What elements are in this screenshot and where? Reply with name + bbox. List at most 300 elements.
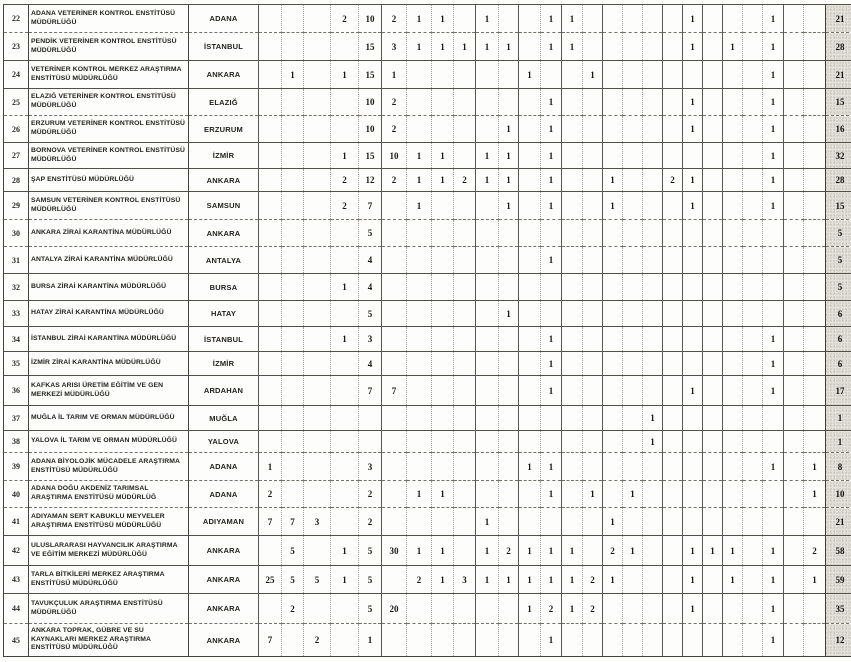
value-cell [663,116,683,143]
value-cell: 1 [331,327,359,352]
table-row [4,453,851,481]
value-cell: 1 [643,406,663,431]
value-cell [763,406,784,431]
value-cell [603,5,623,33]
value-cell [331,33,359,61]
value-cell: 2 [583,566,603,594]
value-cell: 7 [282,508,304,536]
value-cell [562,61,583,89]
value-cell [583,220,603,247]
value-cell [432,431,454,453]
value-cell [562,89,583,116]
value-cell [454,89,476,116]
value-cell [703,352,723,376]
value-cell [407,431,432,453]
value-cell: 1 [541,143,562,169]
value-cell [259,192,282,220]
city-cell: ADANA [189,5,259,33]
value-cell [562,431,583,453]
value-cell: 1 [519,594,541,624]
row-number-cell: 36 [4,376,29,406]
value-cell [407,247,432,274]
total-cell: 1 [826,406,851,431]
value-cell [703,274,723,301]
value-cell [643,376,663,406]
value-cell: 1 [763,143,784,169]
row-number-cell: 42 [4,536,29,566]
value-cell [623,89,643,116]
value-cell: 1 [703,536,723,566]
value-cell [663,566,683,594]
value-cell [723,481,743,508]
value-cell: 15 [359,33,382,61]
value-cell [282,5,304,33]
institution-name-cell: ADANA DOĞU AKDENİZ TARIMSAL ARAŞTIRMA ENSTİTÜSÜ MÜDÜRLÜĞ [29,481,189,508]
value-cell [259,61,282,89]
value-cell [499,481,519,508]
value-cell [331,624,359,657]
value-cell [562,301,583,327]
value-cell [562,192,583,220]
value-cell [562,624,583,657]
value-cell [804,192,826,220]
value-cell [304,301,331,327]
institution-name-cell: BURSA ZİRAİ KARANTİNA MÜDÜRLÜĞÜ [29,274,189,301]
value-cell: 1 [763,376,784,406]
city-cell: ERZURUM [189,116,259,143]
value-cell [703,61,723,89]
value-cell: 2 [331,192,359,220]
value-cell [663,481,683,508]
institution-name-cell: ERZURUM VETERİNER KONTROL ENSTİTÜSÜ MÜDÜRLÜĞÜ [29,116,189,143]
total-cell: 1 [826,431,851,453]
value-cell [603,247,623,274]
value-cell [603,33,623,61]
value-cell [282,33,304,61]
value-cell [623,406,643,431]
value-cell [663,192,683,220]
value-cell [259,301,282,327]
value-cell [407,301,432,327]
table-row [4,274,851,301]
value-cell [623,274,643,301]
value-cell [623,143,643,169]
value-cell [541,61,562,89]
value-cell [259,116,282,143]
value-cell [784,192,804,220]
value-cell [623,453,643,481]
value-cell [476,274,499,301]
row-number-cell: 31 [4,247,29,274]
value-cell: 1 [432,481,454,508]
value-cell [703,116,723,143]
value-cell [519,301,541,327]
value-cell [784,33,804,61]
value-cell [743,566,763,594]
value-cell [623,169,643,192]
value-cell [259,143,282,169]
value-cell [743,508,763,536]
value-cell: 2 [583,594,603,624]
value-cell [583,143,603,169]
value-cell [663,143,683,169]
value-cell [743,594,763,624]
value-cell: 1 [432,5,454,33]
value-cell [259,89,282,116]
value-cell [304,169,331,192]
city-cell: HATAY [189,301,259,327]
value-cell [643,5,663,33]
value-cell: 4 [359,274,382,301]
value-cell [541,274,562,301]
value-cell [476,192,499,220]
institution-name-cell: ULUSLARARASI HAYVANCILIK ARAŞTIRMA VE EĞİTİM MERKEZİ MÜDÜRLÜĞÜ [29,536,189,566]
value-cell: 2 [382,5,407,33]
value-cell [703,594,723,624]
value-cell [763,301,784,327]
value-cell: 1 [432,169,454,192]
value-cell [723,89,743,116]
value-cell [304,481,331,508]
value-cell [804,624,826,657]
institution-name-cell: MUĞLA İL TARIM VE ORMAN MÜDÜRLÜĞÜ [29,406,189,431]
value-cell [259,536,282,566]
value-cell [723,61,743,89]
value-cell: 1 [683,89,703,116]
value-cell [784,89,804,116]
value-cell [562,453,583,481]
value-cell: 1 [683,566,703,594]
value-cell: 10 [359,89,382,116]
value-cell: 5 [359,301,382,327]
value-cell [499,89,519,116]
value-cell [683,143,703,169]
value-cell [432,594,454,624]
value-cell [331,508,359,536]
value-cell: 1 [541,536,562,566]
value-cell [743,192,763,220]
value-cell [583,116,603,143]
value-cell [723,594,743,624]
value-cell [763,508,784,536]
value-cell [703,247,723,274]
value-cell [663,301,683,327]
row-number-cell: 27 [4,143,29,169]
value-cell: 2 [382,89,407,116]
total-cell: 15 [826,89,851,116]
value-cell: 1 [499,301,519,327]
value-cell: 20 [382,594,407,624]
value-cell: 1 [763,536,784,566]
value-cell: 2 [359,508,382,536]
value-cell [454,481,476,508]
value-cell [304,116,331,143]
value-cell [304,192,331,220]
value-cell: 1 [407,5,432,33]
total-cell: 6 [826,352,851,376]
value-cell [703,301,723,327]
value-cell [282,89,304,116]
value-cell [804,89,826,116]
value-cell [703,508,723,536]
table-row [4,352,851,376]
total-cell: 32 [826,143,851,169]
value-cell [562,116,583,143]
value-cell: 1 [683,169,703,192]
value-cell [407,406,432,431]
table-row [4,89,851,116]
value-cell: 1 [331,274,359,301]
value-cell [304,274,331,301]
value-cell [663,5,683,33]
value-cell: 1 [683,376,703,406]
value-cell [499,431,519,453]
value-cell: 3 [359,453,382,481]
total-cell: 10 [826,481,851,508]
value-cell: 2 [304,624,331,657]
value-cell [743,61,763,89]
value-cell [499,376,519,406]
value-cell [304,220,331,247]
value-cell [743,116,763,143]
value-cell [743,327,763,352]
value-cell: 1 [763,624,784,657]
value-cell [804,352,826,376]
value-cell [583,301,603,327]
value-cell [804,431,826,453]
value-cell [784,274,804,301]
value-cell: 1 [476,566,499,594]
value-cell [382,247,407,274]
value-cell [519,352,541,376]
table-row [4,61,851,89]
value-cell [663,536,683,566]
city-cell: ANKARA [189,169,259,192]
value-cell: 2 [407,566,432,594]
value-cell [623,508,643,536]
value-cell: 1 [259,453,282,481]
value-cell [643,481,663,508]
value-cell [407,220,432,247]
value-cell: 1 [331,536,359,566]
value-cell: 25 [259,566,282,594]
value-cell [476,301,499,327]
value-cell [499,453,519,481]
total-cell: 21 [826,61,851,89]
value-cell [331,247,359,274]
value-cell [743,406,763,431]
value-cell: 1 [519,566,541,594]
value-cell [723,376,743,406]
value-cell [282,431,304,453]
row-number-cell: 40 [4,481,29,508]
value-cell: 1 [407,33,432,61]
value-cell [643,566,663,594]
value-cell [454,220,476,247]
value-cell: 15 [359,61,382,89]
value-cell [282,352,304,376]
value-cell: 1 [541,352,562,376]
value-cell [703,327,723,352]
value-cell: 5 [359,220,382,247]
city-cell: ANKARA [189,536,259,566]
value-cell: 1 [763,169,784,192]
value-cell [703,566,723,594]
value-cell [603,481,623,508]
value-cell [723,5,743,33]
value-cell [432,61,454,89]
row-number-cell: 35 [4,352,29,376]
value-cell [623,220,643,247]
value-cell [603,594,623,624]
value-cell [723,143,743,169]
value-cell [643,453,663,481]
value-cell: 1 [407,536,432,566]
value-cell [663,61,683,89]
value-cell [541,301,562,327]
value-cell: 2 [382,116,407,143]
value-cell [454,301,476,327]
value-cell: 10 [359,116,382,143]
value-cell [743,143,763,169]
value-cell [519,169,541,192]
value-cell [784,61,804,89]
value-cell [454,274,476,301]
total-cell: 58 [826,536,851,566]
value-cell: 1 [541,116,562,143]
value-cell [784,5,804,33]
table-row [4,508,851,536]
value-cell [743,481,763,508]
value-cell: 1 [763,352,784,376]
value-cell [743,89,763,116]
value-cell [454,376,476,406]
value-cell [583,536,603,566]
table-body [4,5,851,657]
value-cell [304,61,331,89]
row-number-cell: 44 [4,594,29,624]
value-cell [784,453,804,481]
value-cell [623,431,643,453]
value-cell [454,406,476,431]
value-cell: 1 [643,431,663,453]
row-number-cell: 30 [4,220,29,247]
value-cell: 5 [359,536,382,566]
value-cell [519,192,541,220]
value-cell [562,247,583,274]
value-cell [643,327,663,352]
value-cell: 1 [763,566,784,594]
value-cell: 10 [382,143,407,169]
value-cell [603,274,623,301]
value-cell [259,594,282,624]
value-cell: 1 [541,247,562,274]
total-cell: 6 [826,327,851,352]
value-cell: 7 [259,624,282,657]
value-cell [432,247,454,274]
value-cell [703,169,723,192]
value-cell [804,376,826,406]
value-cell: 5 [359,594,382,624]
value-cell [603,301,623,327]
value-cell [407,352,432,376]
value-cell [784,566,804,594]
value-cell [562,352,583,376]
value-cell [703,376,723,406]
value-cell [331,220,359,247]
value-cell [643,89,663,116]
value-cell [382,624,407,657]
value-cell [282,192,304,220]
city-cell: ANKARA [189,566,259,594]
value-cell [382,508,407,536]
table-row [4,594,851,624]
value-cell [432,301,454,327]
value-cell [703,453,723,481]
value-cell [304,594,331,624]
value-cell [519,247,541,274]
value-cell: 5 [304,566,331,594]
value-cell [519,431,541,453]
city-cell: ADIYAMAN [189,508,259,536]
value-cell [304,89,331,116]
value-cell [623,566,643,594]
value-cell [476,453,499,481]
value-cell [683,61,703,89]
row-number-cell: 41 [4,508,29,536]
value-cell: 1 [476,143,499,169]
value-cell [743,220,763,247]
value-cell [331,594,359,624]
value-cell [519,116,541,143]
value-cell: 1 [499,116,519,143]
value-cell [743,431,763,453]
institution-name-cell: HATAY ZİRAİ KARANTİNA MÜDÜRLÜĞÜ [29,301,189,327]
value-cell [519,624,541,657]
city-cell: ADANA [189,481,259,508]
value-cell: 1 [519,453,541,481]
value-cell [683,274,703,301]
value-cell [743,301,763,327]
value-cell [454,453,476,481]
value-cell [331,431,359,453]
table-row [4,481,851,508]
table-row [4,406,851,431]
value-cell [743,274,763,301]
table-row [4,220,851,247]
value-cell [623,327,643,352]
value-cell [282,453,304,481]
value-cell [723,624,743,657]
value-cell [663,274,683,301]
value-cell [623,5,643,33]
table-row [4,327,851,352]
value-cell [359,406,382,431]
value-cell [583,327,603,352]
value-cell [331,352,359,376]
row-number-cell: 43 [4,566,29,594]
institution-name-cell: KAFKAS ARISI ÜRETİM EĞİTİM VE GEN MERKEZİ MÜDÜRLÜĞÜ [29,376,189,406]
value-cell [541,220,562,247]
value-cell: 1 [541,169,562,192]
total-cell: 21 [826,5,851,33]
institution-name-cell: ADANA VETERİNER KONTROL ENSTİTÜSÜ MÜDÜRLÜĞÜ [29,5,189,33]
value-cell [282,624,304,657]
value-cell [454,61,476,89]
value-cell [603,220,623,247]
value-cell: 2 [541,594,562,624]
value-cell [282,247,304,274]
